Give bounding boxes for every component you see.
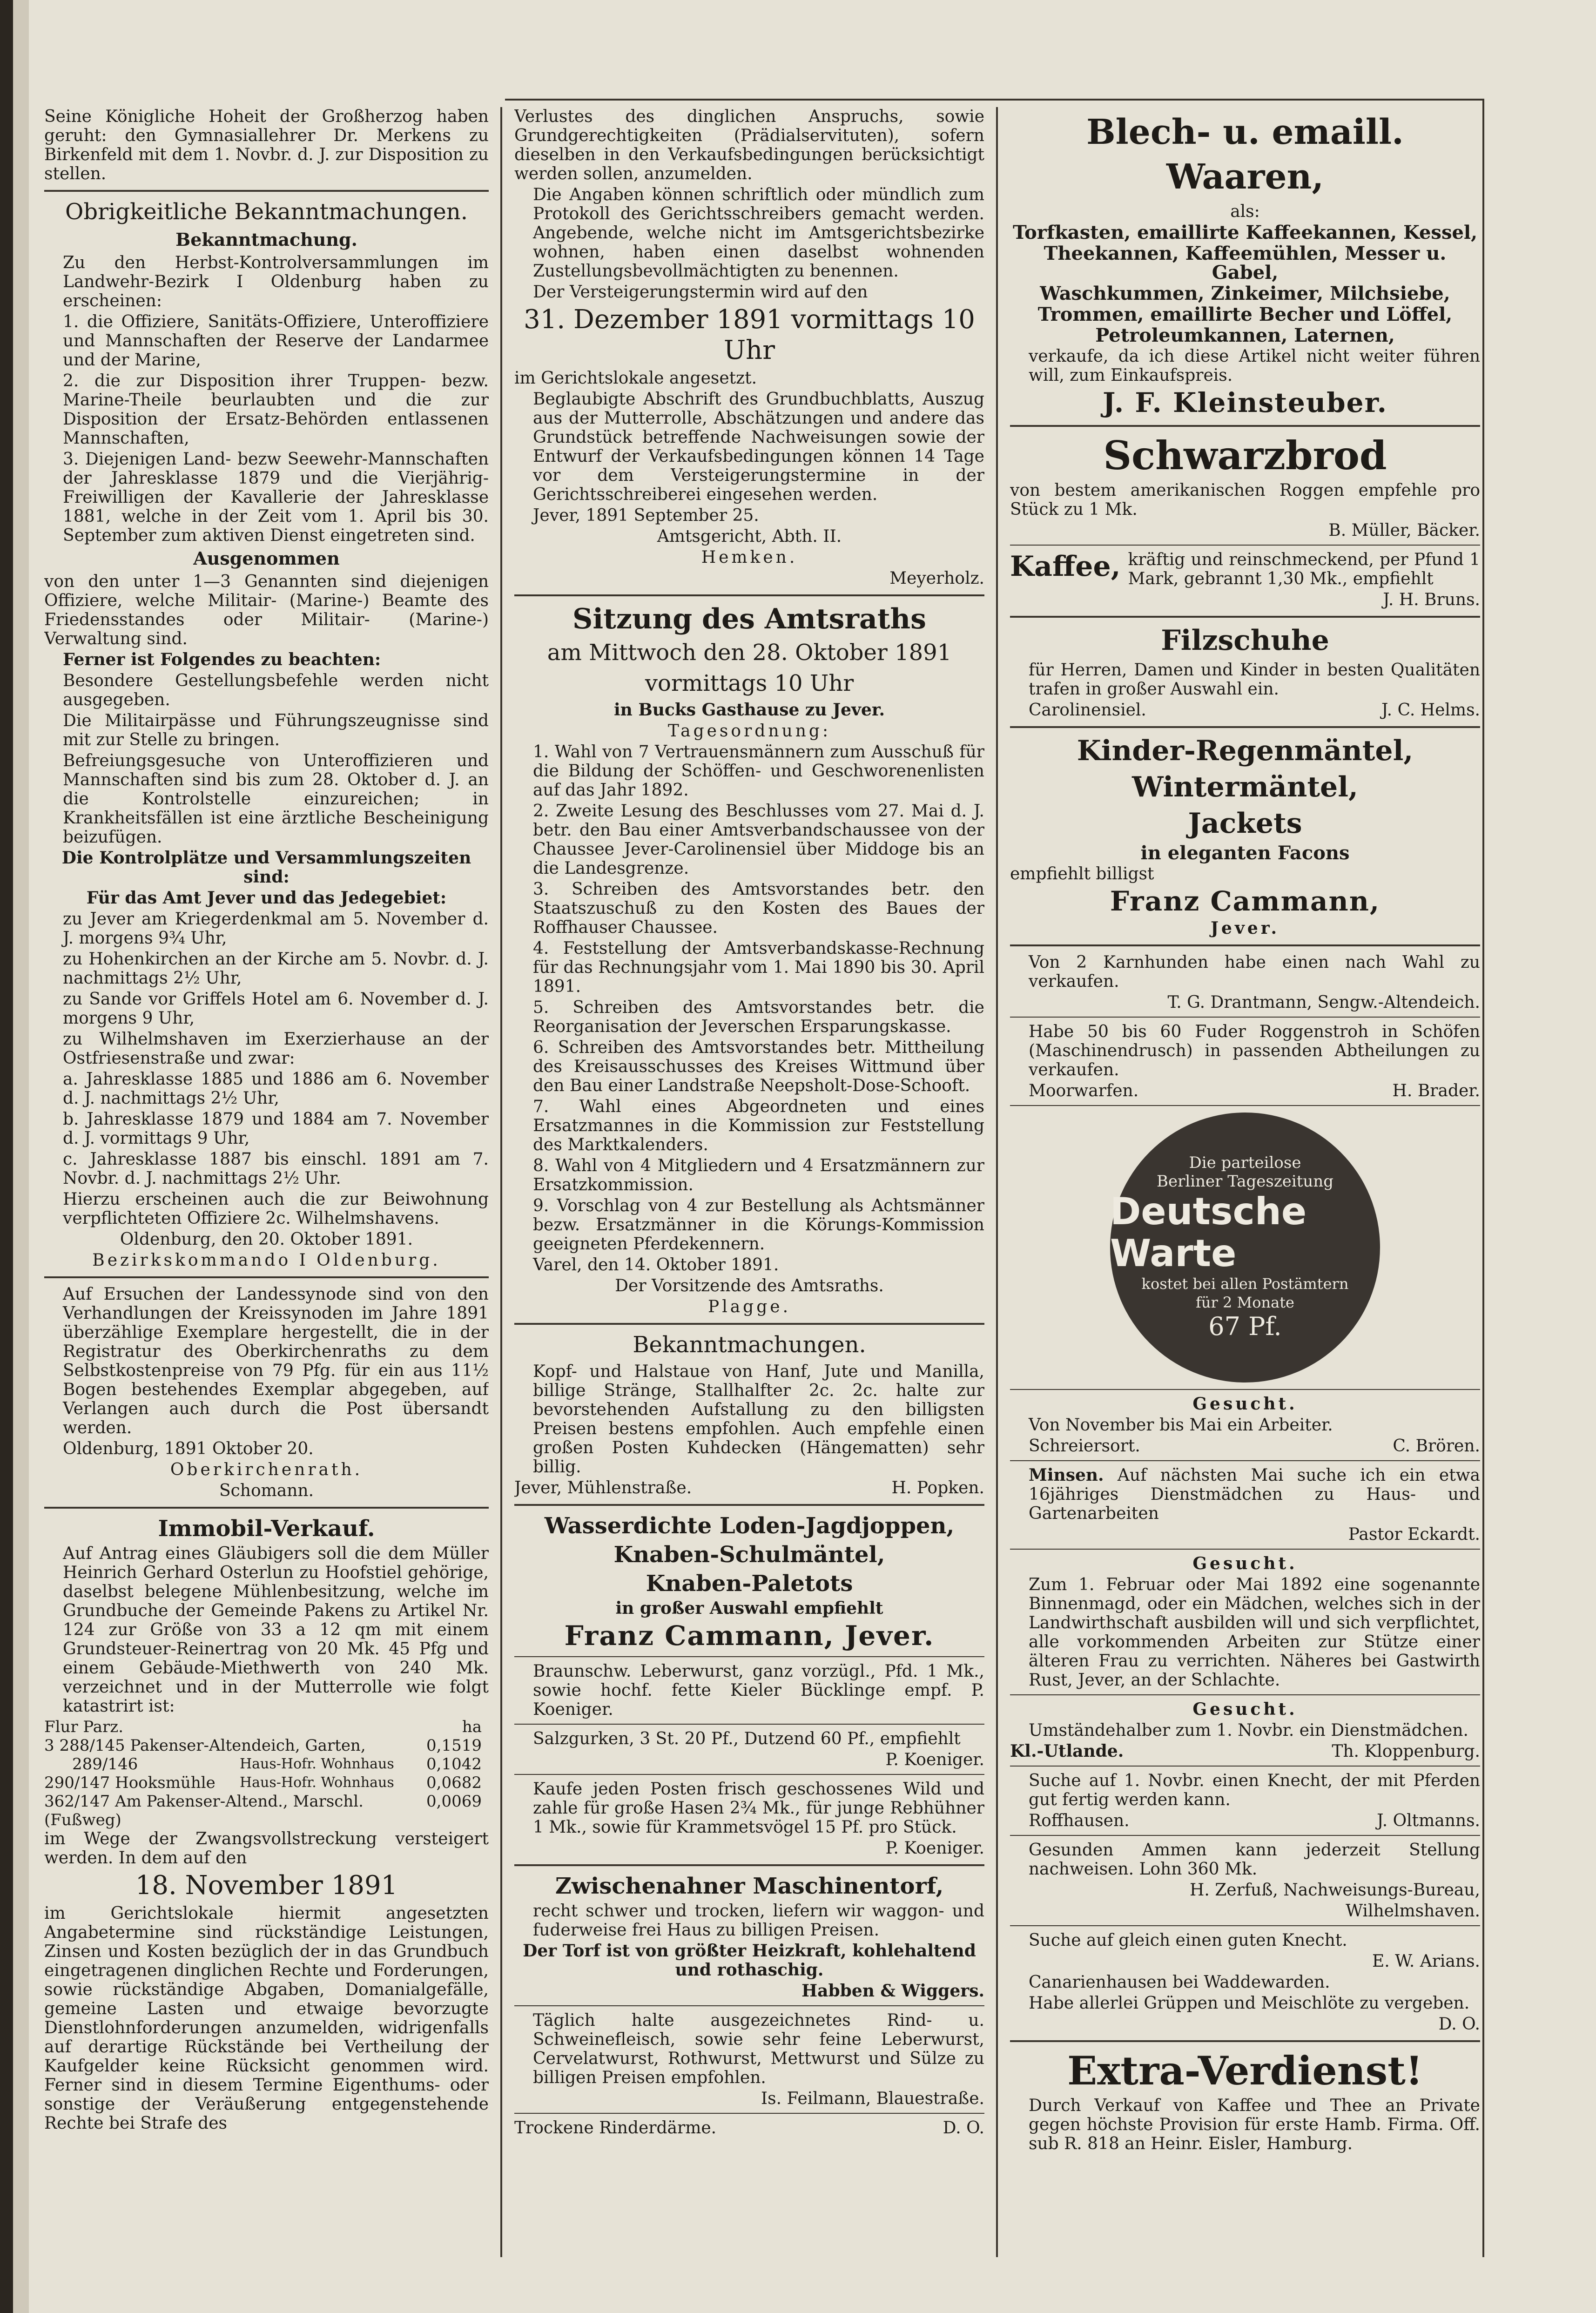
schedule-item: zu Sande vor Griffels Hotel am 6. November d. J. morgens 9 Uhr, (63, 990, 489, 1028)
ad-signature: Th. Kloppenburg. (1332, 1742, 1480, 1761)
table-cell: Haus-Hofr. Wohnhaus (240, 1756, 394, 1772)
meeting-date-line: Varel, den 14. Oktober 1891. (533, 1255, 779, 1275)
ad-text: Umständehalber zum 1. Novbr. ein Dienstmädchen. (1029, 1721, 1468, 1740)
coats-ad-line: Jackets (1188, 807, 1302, 840)
ad-text: Der Torf ist von größter Heizkraft, kohlehaltend und rothaschig. (523, 1941, 976, 1980)
divider (1010, 944, 1480, 946)
table-cell: 0,0682 (426, 1774, 482, 1792)
meeting-chair: Der Vorsitzende des Amtsraths. (615, 1276, 884, 1295)
ad-text: Braunschw. Leberwurst, ganz vorzügl., Pfd. 1 Mk., sowie hochf. fette Kieler Bücklinge empf. P. Koeniger. (533, 1662, 984, 1719)
ad-text: kräftig und reinschmeckend, per Pfund 1 Mark, gebrannt 1,30 Mk., empfiehlt (1128, 550, 1480, 588)
ad-signature: H. Zerfuß, Nachweisungs-Bureau, (1190, 1881, 1480, 1900)
ad-signature: T. G. Drantmann, Sengw.-Altendeich. (1167, 993, 1480, 1012)
clothing-ad-firm: Franz Cammann, Jever. (564, 1620, 935, 1652)
ad-signature-line (1010, 1436, 1480, 1456)
notice-item: 3. Diejenigen Land- bezw Seewehr-Mannschaften der Jahresklasse 1879 und die Vierjährig-Freiwilligen der Kavallerie der Jahresklasse 1881, welche in der Zeit vom 1. April bis 30. September zum aktiven Dienst eingetreten sind. (63, 450, 489, 545)
schedule-item: zu Wilhelmshaven im Exerzierhause an der Ostfriesenstraße und zwar: (63, 1030, 489, 1068)
ad-place: Roffhausen. (1029, 1811, 1130, 1830)
ad-text: Suche auf 1. Novbr. einen Knecht, der mit Pferden gut fertig werden kann. (1029, 1771, 1480, 1809)
peat-ad-heading: Zwischenahner Maschinentorf, (555, 1873, 944, 1899)
ad-firm: J. F. Kleinsteuber. (1103, 387, 1387, 418)
notice-item: 1. die Offiziere, Sanitäts-Offiziere, Unteroffiziere und Mannschaften der Reserve der Landarmee und der Marine, (63, 312, 489, 370)
table-row (44, 1792, 489, 1829)
ad-text: Von 2 Karnhunden habe einen nach Wahl zu verkaufen. (1029, 953, 1480, 991)
ad-signature: P. Koeniger. (885, 1839, 984, 1858)
ad-place: Jever, Mühlenstraße. (514, 1478, 692, 1497)
ad-text: Durch Verkauf von Kaffee und Thee an Private gegen höchste Provision für erste Hamb. Firma. Off. sub R. 818 an Heinr. Eisler, Hamburg. (1029, 2096, 1480, 2153)
schedule-item: a. Jahresklasse 1885 und 1886 am 6. November d. J. nachmittags 2½ Uhr, (63, 1070, 489, 1108)
ad-text: empfiehlt billigst (1010, 864, 1154, 883)
divider (1010, 1389, 1480, 1390)
table-cell: 362/147 Am Pakenser-Altend., Marschl. (Fußweg) (44, 1792, 364, 1829)
ad-item-line: Waschkummen, Zinkeimer, Milchsiebe, (1040, 283, 1450, 304)
meeting-time: vormittags 10 Uhr (645, 670, 854, 696)
table-cell: Haus-Hofr. Wohnhaus (240, 1774, 394, 1791)
ad-text: verkaufe, da ich diese Artikel nicht weiter führen will, zum Einkaufspreis. (1029, 347, 1480, 385)
divider (514, 2113, 984, 2114)
sale-date-line: Jever, 1891 September 25. (533, 506, 759, 525)
ad-text: Habe 50 bis 60 Fuder Roggenstroh in Schöfen (Maschinendrusch) in passenden Abtheilungen zu verkaufen. (1029, 1022, 1480, 1079)
ad-signature: B. Müller, Bäcker. (1328, 521, 1480, 540)
ad-signature: J. C. Helms. (1381, 701, 1480, 720)
ad-place: Schreiersort. (1029, 1436, 1140, 1456)
newspaper-seal-ad (1110, 1113, 1380, 1382)
ad-signature-line (1010, 1742, 1480, 1761)
ad-text: Habe allerlei Grüppen und Meischlöte zu vergeben. (1029, 1994, 1470, 2013)
coats-ad-line: Wintermäntel, (1132, 771, 1358, 803)
bread-ad-heading: Schwarzbrod (1103, 432, 1387, 479)
seal-text: kostet bei allen Postämtern (1141, 1275, 1349, 1293)
notice-intro: Seine Königliche Hoheit der Großherzog haben geruht: den Gymnasiallehrer Dr. Merkens zu Birkenfeld mit dem 1. Novbr. d. J. zur Disposition zu stellen. (44, 107, 489, 183)
divider (514, 1724, 984, 1725)
divider (44, 1276, 489, 1278)
agenda-item: 1. Wahl von 7 Vertrauensmännern zum Ausschuß für die Bildung der Schöffen- und Geschworenenlisten auf das Jahr 1892. (533, 742, 984, 800)
table-cell: Flur Parz. (44, 1718, 124, 1736)
divider (44, 1507, 489, 1509)
ad-text: Suche auf gleich einen guten Knecht. (1029, 1931, 1347, 1950)
divider (1010, 545, 1480, 546)
column-rule-2 (996, 107, 998, 2257)
seal-price: 67 Pf. (1208, 1312, 1282, 1341)
notice-text: Befreiungsgesuche von Unteroffizieren und Mannschaften sind bis zum 28. Oktober d. J. an die Kontrolstelle einzureichen; in Krankheitsfällen ist eine ärztliche Bescheinigung beizufügen. (63, 751, 489, 847)
divider (1010, 1925, 1480, 1926)
ad-signature-line (1010, 701, 1480, 720)
table-cell: 0,1042 (426, 1755, 482, 1774)
sale-text: im Gerichtslokale hiermit angesetzten Angabetermine sind rückständige Leistungen, Zinsen und Kosten bezüglich der in das Grundbuch eingetragenen dinglichen Rechte und Forderungen, sowie rückständige Abgaben, Domanialgefälle, gemeine Lasten und etwaige bevorzugte Dienstlohnforderungen anzumelden, widrigenfalls auf derartige Rückstände bei Vertheilung der Kaufgelder keine Rücksicht genommen wird. Ferner sind in diesem Termine Eigenthums- oder sonstige der Veräußerung entgegenstehende Rechte bei Strafe des (44, 1904, 489, 2133)
ad-text: Von November bis Mai ein Arbeiter. (1029, 1416, 1333, 1435)
ad-item-line: Petroleumkannen, Laternen, (1095, 324, 1395, 346)
agenda-item: 9. Vorschlag von 4 zur Bestellung als Achtsmänner bezw. Ersatzmänner in die Körungs-Kommission geeigneten Pferdekennern. (533, 1196, 984, 1254)
ad-text: recht schwer und trocken, liefern wir waggon- und fuderweise frei Haus zu billigen Preisen. (533, 1902, 984, 1940)
ad-place: Carolinensiel. (1029, 701, 1146, 720)
ad-place: Minsen. (1029, 1465, 1104, 1485)
table-row (44, 1774, 489, 1792)
wanted-heading: Gesucht. (1192, 1699, 1298, 1719)
column-rule-1 (500, 107, 502, 2257)
ad-signature: Habben & Wiggers. (801, 1981, 984, 2001)
ad-signature: D. O. (943, 2118, 984, 2138)
wanted-heading: Gesucht. (1192, 1394, 1298, 1414)
divider (1010, 1835, 1480, 1836)
divider (1010, 425, 1480, 427)
divider (514, 1774, 984, 1775)
divider (1010, 1460, 1480, 1461)
ad-signature: Is. Feilmann, Blauestraße. (761, 2089, 984, 2108)
ad-text: Kopf- und Halstaue von Hanf, Jute und Manilla, billige Stränge, Stallhalfter 2c. 2c. halte zur bevorstehenden Aufstallung zu den billigsten Preisen bestens empfohlen. Auch empfehle einen großen Posten Kuhdecken (Hängematten) sehr billig. (533, 1362, 984, 1477)
divider (1010, 1549, 1480, 1550)
ad-signature: Wilhelmshaven. (1346, 1902, 1480, 1921)
ad-signature: D. O. (1438, 2015, 1480, 2034)
divider (514, 1864, 984, 1866)
schedule-item: c. Jahresklasse 1887 bis einschl. 1891 am 7. Novbr. d. J. nachmittags 2½ Uhr. (63, 1150, 489, 1188)
seal-text: für 2 Monate (1196, 1294, 1294, 1311)
sale-text: Auf Antrag eines Gläubigers soll die dem Müller Heinrich Gerhard Osterlun zu Hoofstiel gehörige, daselbst belegene Mühlenbesitzung, welche im Grundbuche der Gemeinde Pakens zu Artikel Nr. 124 zur Größe von 33 a 12 qm mit einem Grundsteuer-Reinertrag von 20 Mk. 45 Pfg und einem Gebäude-Miethwerth von 240 Mk. verzeichnet und in der Mutterrolle wie folgt katastrirt ist: (63, 1544, 489, 1716)
auction-date: 31. Dezember 1891 vormittags 10 Uhr (524, 304, 975, 365)
notice-text: Hierzu erscheinen auch die zur Beiwohnung verpflichteten Offiziere 2c. Wilhelmshavens. (63, 1190, 489, 1228)
ad-text-body: Auf nächsten Mai suche ich ein etwa 16jähriges Dienstmädchen zu Haus- und Gartenarbeiten (1029, 1466, 1480, 1523)
seal-title: Deutsche Warte (1110, 1190, 1307, 1275)
ad-text: Zum 1. Februar oder Mai 1892 eine sogenannte Binnenmagd, oder ein Mädchen, welches sich in der Landwirthschaft ausbilden will und sich verpflichtet, alle vorkommenden Arbeiten zur Stütze einer älteren Frau zu verrichten. Näheres bei Gastwirth Rust, Jever, an der Schlachte. (1029, 1575, 1480, 1690)
agenda-item: 6. Schreiben des Amtsvorstandes betr. Mittheilung des Kreisausschusses des Kreises Wittmund über den Bau einer Landstraße Neepsholt-Dose-Schooft. (533, 1038, 984, 1095)
sale-text-continued: Verlustes des dinglichen Anspruchs, sowie Grundgerechtigkeiten (Prädialservituten), sofern dieselben in den Verkaufsbedingungen berücksichtigt werden sollen, anzumelden. (514, 107, 984, 183)
table-row (44, 1736, 489, 1755)
notice-text: Besondere Gestellungsbefehle werden nicht ausgegeben. (63, 671, 489, 709)
divider (1010, 1694, 1480, 1695)
ad-text: Kaufe jeden Posten frisch geschossenes Wild und zahle für große Hasen 2¾ Mk., für junge Rebhühner 1 Mk., sowie für Krammetsvögel 15 Pf. pro Stück. (533, 1780, 984, 1837)
ad-signature: Pastor Eckardt. (1348, 1525, 1480, 1544)
column-left (44, 107, 489, 2257)
ad-place: Kl.-Utlande. (1010, 1741, 1124, 1761)
sale-text: Beglaubigte Abschrift des Grundbuchblatts, Auszug aus der Mutterrolle, Abschätzungen und andere das Grundstück betreffende Nachweisungen sowie der Entwurf der Verkaufsbedingungen können 14 Tage vor dem Versteigerungstermine in der Gerichtsschreiberei eingesehen werden. (533, 390, 984, 504)
agenda-item: 8. Wahl von 4 Mitgliedern und 4 Ersatzmännern zur Ersatzkommission. (533, 1156, 984, 1194)
ad-text: Salzgurken, 3 St. 20 Pf., Dutzend 60 Pf., empfiehlt (533, 1729, 961, 1748)
divider (1010, 726, 1480, 728)
divider (44, 190, 489, 192)
agenda-item: 4. Feststellung der Amtsverbandskasse-Rechnung für das Rechnungsjahr vom 1. Mai 1890 bis 30. April 1891. (533, 939, 984, 996)
notice-subheading: Für das Amt Jever und das Jedegebiet: (86, 888, 447, 908)
agenda-heading: Tagesordnung: (667, 722, 831, 741)
divider (514, 1504, 984, 1506)
ad-text: Gesunden Ammen kann jederzeit Stellung nachweisen. Lohn 360 Mk. (1029, 1841, 1480, 1879)
ad-item-line: Torfkasten, emaillirte Kaffeekannen, Kessel, (1012, 222, 1478, 243)
notice-text: Die Militairpässe und Führungszeugnisse sind mit zur Stelle zu bringen. (63, 711, 489, 749)
sale-text: Die Angaben können schriftlich oder mündlich zum Protokoll des Gerichtsschreibers gemacht werden. Angebende, welche nicht im Amtsgerichtsbezirke wohnen, haben einen daselbst wohnenden Zustellungsbevollmächtigten zu benennen. (533, 185, 984, 281)
notice-title: Bekanntmachung. (175, 229, 357, 250)
slippers-ad-heading: Filzschuhe (1161, 624, 1329, 657)
seal-text: Die parteilose (1189, 1153, 1301, 1172)
ads-heading: Bekanntmachungen. (633, 1332, 866, 1358)
divider (1010, 1766, 1480, 1767)
ad-signature: H. Popken. (891, 1478, 984, 1497)
agenda-item: 7. Wahl eines Abgeordneten und eines Ersatzmannes in die Kommission zur Feststellung des Marktkalenders. (533, 1097, 984, 1154)
coffee-ad-heading: Kaffee, (1010, 550, 1121, 583)
meeting-location: in Bucks Gasthause zu Jever. (613, 700, 885, 720)
top-rule (505, 99, 1482, 101)
court-name: Amtsgericht, Abth. II. (657, 527, 842, 546)
clothing-ad-line: Knaben-Paletots (646, 1571, 853, 1597)
sale-date: 18. November 1891 (135, 1870, 398, 1901)
ad-text: für Herren, Damen und Kinder in besten Qualitäten trafen in großer Auswahl ein. (1029, 661, 1480, 699)
coats-ad-firm: Franz Cammann, (1110, 885, 1381, 917)
agenda-item: 2. Zweite Lesung des Beschlusses vom 27. Mai d. J. betr. den Bau einer Amtsverbandschaussee von der Chaussee Jever-Carolinensiel über Middoge bis an die Landesgrenze. (533, 802, 984, 878)
ad-place: Canarienhausen bei Waddewarden. (1029, 1973, 1330, 1992)
divider (514, 1656, 984, 1657)
notice-subheading: Die Kontrolplätze und Versammlungszeiten sind: (61, 848, 471, 887)
notice-signature: Bezirkskommando I Oldenburg. (92, 1251, 441, 1270)
notice-item: 2. die zur Disposition ihrer Truppen- bezw. Marine-Theile beurlaubten und die zur Disposition der Ersatz-Behörden entlassenen Mannschaften, (63, 371, 489, 448)
notice-text: Zu den Herbst-Kontrolversammlungen im Landwehr-Bezirk I Oldenburg haben zu erscheinen: (63, 253, 489, 310)
schedule-item: b. Jahresklasse 1879 und 1884 am 7. November d. J. vormittags 9 Uhr, (63, 1110, 489, 1148)
ad-signature: J. H. Bruns. (1383, 590, 1480, 609)
divider (514, 594, 984, 596)
ad-place: Moorwarfen. (1029, 1081, 1139, 1100)
ad-text (1010, 1466, 1480, 1523)
agenda-item: 5. Schreiben des Amtsvorstandes betr. die Reorganisation der Jeverschen Ersparungskasse. (533, 998, 984, 1036)
wanted-heading: Gesucht. (1192, 1554, 1298, 1573)
ad-item-line: Theekannen, Kaffeemühlen, Messer u. Gabel, (1044, 243, 1447, 283)
sale-text: Der Versteigerungstermin wird auf den (533, 283, 868, 302)
section-heading: Obrigkeitliche Bekanntmachungen. (65, 199, 468, 225)
ad-text: als: (1230, 202, 1260, 221)
ad-signature: J. Oltmanns. (1377, 1811, 1480, 1830)
column-middle (514, 107, 984, 2257)
divider (1010, 1017, 1480, 1018)
clothing-ad-line: Wasserdichte Loden-Jagdjoppen, (544, 1513, 955, 1539)
meeting-heading: Sitzung des Amtsraths (572, 603, 926, 635)
divider (514, 1323, 984, 1325)
schedule-item: zu Jever am Kriegerdenkmal am 5. November d. J. morgens 9¾ Uhr, (63, 910, 489, 948)
ad-text: von bestem amerikanischen Roggen empfehle pro Stück zu 1 Mk. (1010, 481, 1480, 519)
synod-date: Oldenburg, 1891 Oktober 20. (63, 1439, 314, 1458)
ad-text: Trockene Rinderdärme. (514, 2118, 717, 2138)
divider (1010, 1105, 1480, 1106)
adjacent-page-edge (13, 0, 29, 2313)
ad-text: in eleganten Facons (1140, 842, 1350, 864)
meeting-signature: Plagge. (707, 1297, 791, 1316)
meeting-date: am Mittwoch den 28. Oktober 1891 (547, 640, 952, 666)
divider (514, 2005, 984, 2006)
notice-subheading: Ferner ist Folgendes zu beachten: (63, 650, 381, 669)
ad-signature: E. W. Arians. (1372, 1952, 1480, 1971)
notice-text: von den unter 1—3 Genannten sind diejenigen Offiziere, welche Militair- (Marine-) Beamte des Friedensstandes oder Militair- (Marine-) Verwaltung sind. (44, 572, 489, 648)
table-cell: 3 288/145 Pakenser-Altendeich, Garten, (44, 1736, 366, 1755)
coats-ad-line: Kinder-Regenmäntel, (1077, 735, 1414, 767)
table-cell: ha (462, 1718, 482, 1736)
notice-subheading: Ausgenommen (193, 548, 340, 569)
synod-signature: Schomann. (219, 1481, 314, 1500)
ad-signature-line (1010, 1081, 1480, 1100)
schedule-item: zu Hohenkirchen an der Kirche am 5. Novbr. d. J. nachmittags 2½ Uhr, (63, 950, 489, 988)
seal-text: Berliner Tageszeitung (1157, 1172, 1333, 1191)
ad-text: Täglich halte ausgezeichnetes Rind- u. Schweinefleisch, sowie sehr feine Leberwurst, Cervelatwurst, Rothwurst, Mettwurst und Sülze zu billigen Preisen empfohlen. (533, 2011, 984, 2087)
sale-heading: Immobil-Verkauf. (158, 1516, 375, 1542)
tinware-ad-heading: Blech- u. emaill. Waaren, (1086, 112, 1404, 197)
divider (1010, 2040, 1480, 2042)
table-cell: 0,1519 (426, 1736, 482, 1755)
synod-notice: Auf Ersuchen der Landessynode sind von den Verhandlungen der Kreissynoden im Jahre 1891 überzählige Exemplare hergestellt, die in der Registratur des Oberkirchenraths zu dem Selbstkostenpreise von 79 Pfg. für ein aus 11½ Bogen bestehendes Exemplar abgegeben, auf Verlangen auch durch die Post übersandt werden. (63, 1285, 489, 1437)
clothing-ad-text: in großer Auswahl empfiehlt (615, 1598, 883, 1618)
court-clerk: Meyerholz. (889, 569, 984, 588)
table-row (44, 1755, 489, 1774)
clothing-ad-line: Knaben-Schulmäntel, (613, 1542, 885, 1568)
coats-ad-town: Jever. (1211, 918, 1279, 938)
table-cell: 290/147 Hooksmühle (44, 1774, 215, 1792)
court-signature: Hemken. (701, 548, 798, 567)
ad-signature: C. Brören. (1393, 1436, 1480, 1456)
coffee-ad (1010, 550, 1480, 590)
right-rule (1482, 99, 1484, 2257)
parcel-table (44, 1718, 489, 1829)
ad-signature: H. Brader. (1392, 1081, 1480, 1100)
agenda-item: 3. Schreiben des Amtsvorstandes betr. den Staatszuschuß zu den Kosten des Baues der Roffhauser Chaussee. (533, 880, 984, 937)
ad-signature: P. Koeniger. (885, 1750, 984, 1769)
synod-org: Oberkirchenrath. (170, 1460, 363, 1479)
table-cell: 0,0069 (426, 1792, 482, 1811)
ad-line (514, 2118, 984, 2138)
extra-income-heading: Extra-Verdienst! (1067, 2048, 1423, 2094)
column-right (1010, 107, 1480, 2257)
sale-text: im Gerichtslokale angesetzt. (514, 369, 757, 388)
ad-signature-line (1010, 1811, 1480, 1830)
sale-text: im Wege der Zwangsvollstreckung versteigert werden. In dem auf den (44, 1829, 489, 1868)
notice-date: Oldenburg, den 20. Oktober 1891. (120, 1230, 413, 1249)
divider (1010, 616, 1480, 618)
ad-item-line: Trommen, emaillirte Becher und Löffel, (1037, 303, 1453, 325)
table-row (44, 1718, 489, 1736)
page-binding (0, 0, 13, 2313)
table-cell: 289/146 (72, 1755, 138, 1774)
ad-signature-line (514, 1478, 984, 1497)
